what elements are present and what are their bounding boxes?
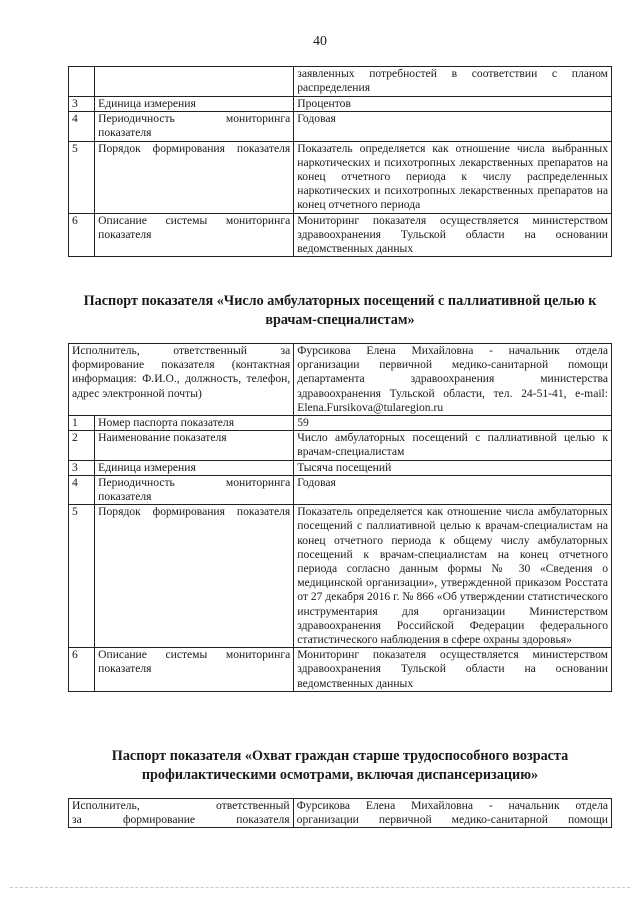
row-name-cell: Описание системы мониторинга показателя [95, 648, 294, 692]
row-name-cell: Наименование показателя [95, 431, 294, 460]
table-row [69, 67, 612, 97]
scan-artifact-line [10, 887, 630, 888]
table-row [69, 416, 612, 431]
table-row [69, 141, 612, 213]
row-value-cell: Мониторинг показателя осуществляется министерством здравоохранения Тульской области на основании ведомственных данных [294, 213, 612, 257]
row-number-cell: 5 [69, 141, 95, 213]
row-name-cell: Периодичность мониторинга показателя [95, 475, 294, 504]
row-name-cell: Порядок формирования показателя [95, 141, 294, 213]
row-value-cell: Показатель определяется как отношение числа амбулаторных посещений с паллиативной целью к врачам-специалистам на конец отчетного периода к общему числу амбулаторных посещений к врачам-специалистам на конец отчетного периода согласно данным формы № 30 «Сведения о медицинской организации», утвержденной приказом Росстата от 27 декабря 2016 г. № 866 «Об утверждении статистического инструментария для организации Министерством здравоохранения Российской Федерации федерального статистического наблюдения в сфере охраны здоровья» [294, 505, 612, 648]
row-value-cell: Показатель определяется как отношение числа выбранных наркотических и психотропных лекарственных препаратов на конец отчетного периода к числу распределенных наркотических и психотропных лекарственных препаратов на конец отчетного периода [294, 141, 612, 213]
table-row [69, 431, 612, 460]
table-row [69, 460, 612, 475]
row-value-cell: Тысяча посещений [294, 460, 612, 475]
table-row [69, 344, 612, 416]
row-value-cell: Годовая [294, 112, 612, 141]
section-heading-palliative-visits: Паспорт показателя «Число амбулаторных посещений с паллиативной целью к врачам-специалистам» [83, 293, 597, 328]
table-row [69, 505, 612, 648]
indicator-passport-table-elderly [68, 798, 612, 828]
executor-label-cell: Исполнитель, ответственный за формирование показателя [69, 799, 294, 828]
row-number-cell: 4 [69, 112, 95, 141]
row-name-cell: Описание системы мониторинга показателя [95, 213, 294, 257]
table-row [69, 213, 612, 257]
row-number-cell: 6 [69, 648, 95, 692]
table-row [69, 97, 612, 112]
row-name-cell: Номер паспорта показателя [95, 416, 294, 431]
row-number-cell: 3 [69, 460, 95, 475]
row-number-cell: 3 [69, 97, 95, 112]
row-value-cell: Годовая [294, 475, 612, 504]
row-number-cell: 6 [69, 213, 95, 257]
row-name-cell: Единица измерения [95, 460, 294, 475]
row-number-cell: 1 [69, 416, 95, 431]
table-row [69, 799, 612, 828]
row-number-cell [69, 67, 95, 97]
row-name-cell: Порядок формирования показателя [95, 505, 294, 648]
table-row [69, 475, 612, 504]
executor-value-cell: Фурсикова Елена Михайловна - начальник отдела организации первичной медико-санитарной помощи департамента здравоохранения министерства здравоохранения Тульской области, тел. 24-51-41, e-mail: Elena.Fursikova@tularegion.ru [294, 344, 612, 416]
section-heading-elderly-checkups: Паспорт показателя «Охват граждан старше трудоспособного возраста профилактическими осмотрами, включая диспансеризацию» [111, 748, 569, 783]
indicator-passport-table-palliative [68, 343, 612, 692]
row-name-cell: Единица измерения [95, 97, 294, 112]
table-row [69, 112, 612, 141]
row-value-cell: 59 [294, 416, 612, 431]
table-row [69, 648, 612, 692]
row-number-cell: 5 [69, 505, 95, 648]
row-value-cell: Число амбулаторных посещений с паллиативной целью к врачам-специалистам [294, 431, 612, 460]
row-value-cell: Мониторинг показателя осуществляется министерством здравоохранения Тульской области на основании ведомственных данных [294, 648, 612, 692]
row-number-cell: 4 [69, 475, 95, 504]
indicator-passport-table-continued [68, 66, 612, 257]
page-number: 40 [313, 34, 327, 49]
row-name-cell [95, 67, 294, 97]
row-value-cell: заявленных потребностей в соответствии с планом распределения [294, 67, 612, 97]
row-value-cell: Процентов [294, 97, 612, 112]
row-number-cell: 2 [69, 431, 95, 460]
executor-label-cell: Исполнитель, ответственный за формирование показателя (контактная информация: Ф.И.О., должность, телефон, адрес электронной почты) [69, 344, 294, 416]
executor-value-cell: Фурсикова Елена Михайловна - начальник отдела организации первичной медико-санитарной помощи [293, 799, 611, 828]
row-name-cell: Периодичность мониторинга показателя [95, 112, 294, 141]
